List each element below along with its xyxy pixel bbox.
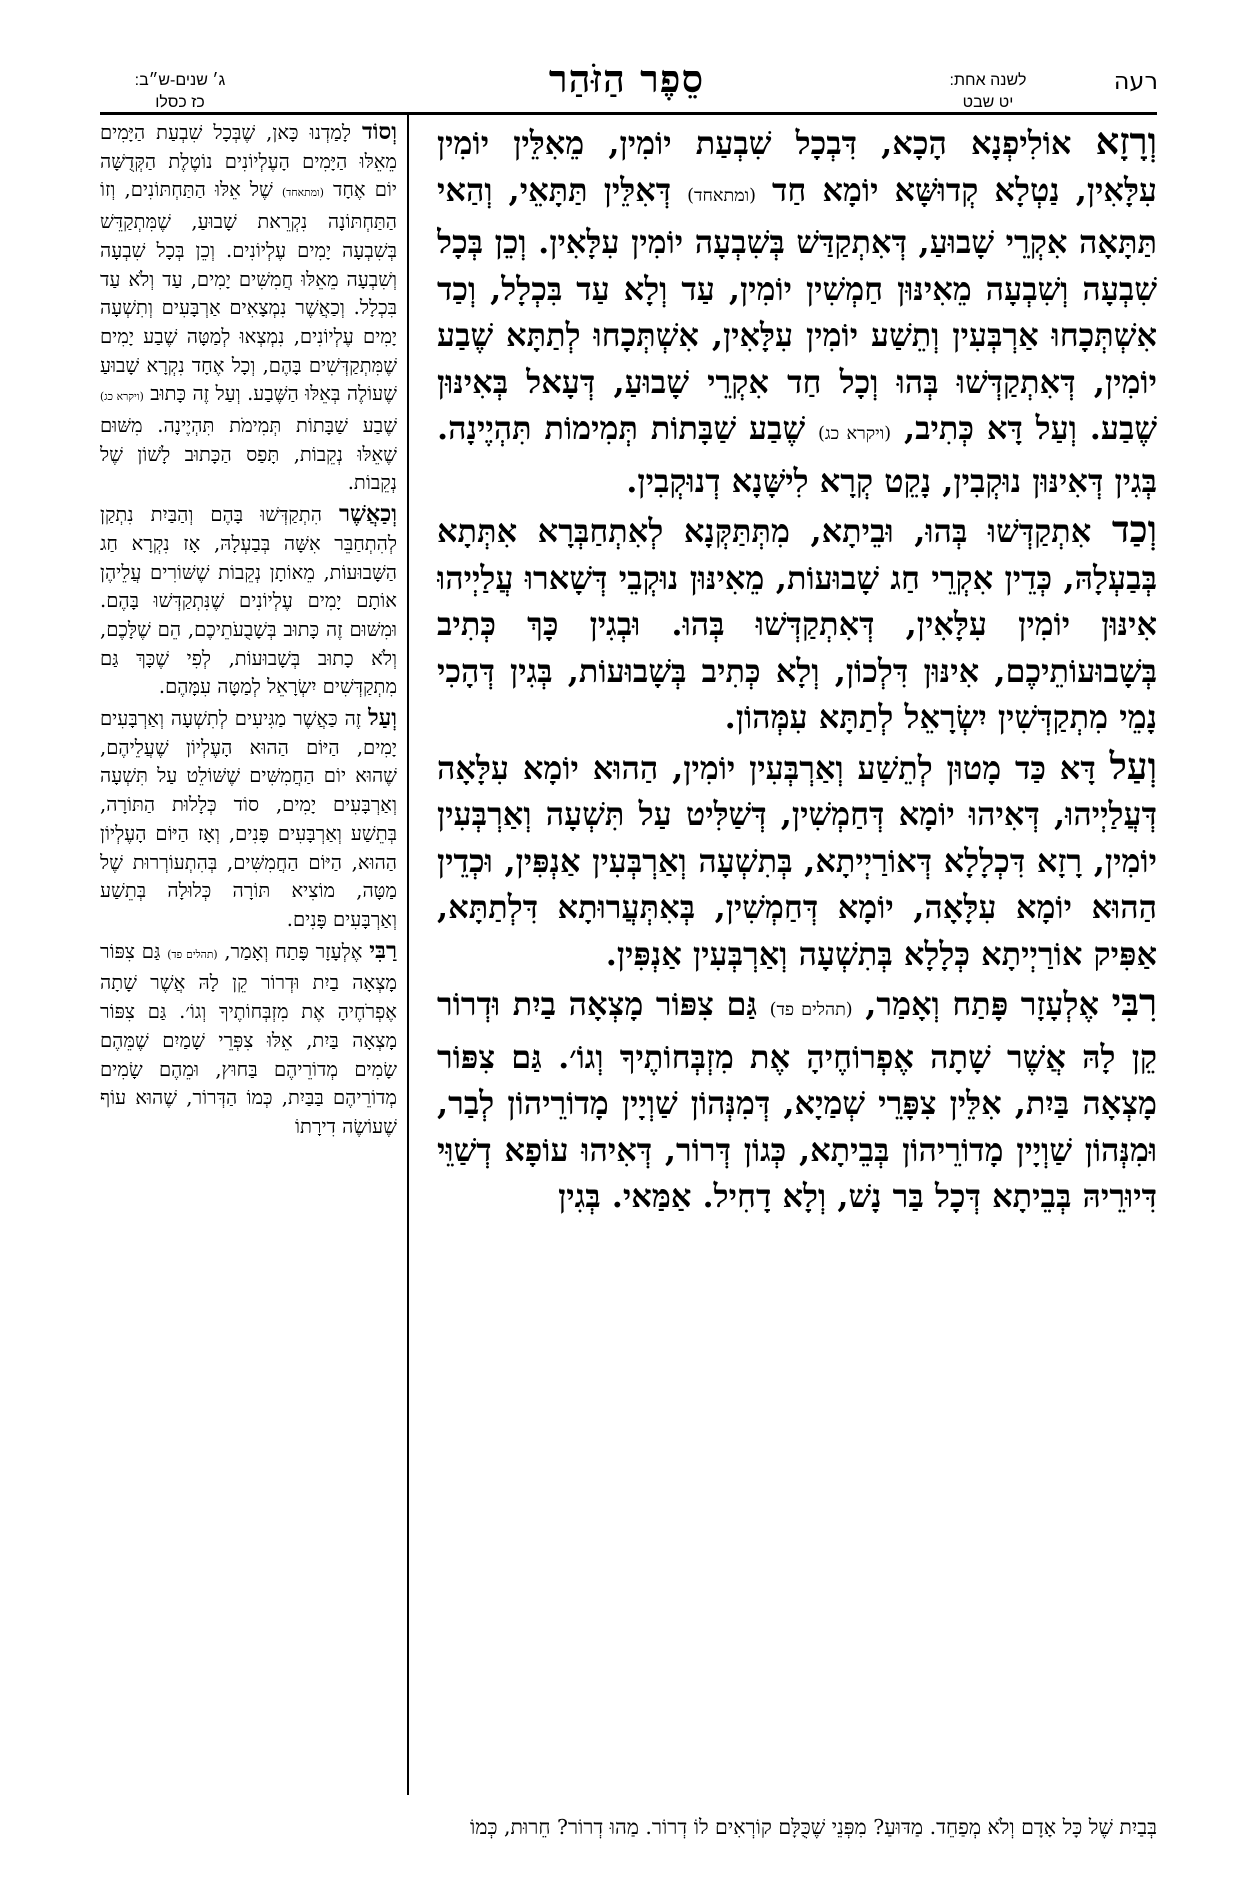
paragraph-text: גַּם צִפּוֹר מָצְאָה בַיִת וּדְרוֹר קֵן לָהּ אֲשֶׁר שָׁתָה אֶפְרוֹחֶיהָ אֶת מִזְבְּחוֹתֶיךָ וְגוֹ׳. גַּם צִפּוֹר מָצְאָה בַּיִת, אִלֵּין צִפָּרֵי שְׁמַיָא, דְּמִנְּהוֹן שַׁוְיָין מָדוֹרֵיהוֹן לְבַר, וּמִנְּהוֹן שַׁוְיָין מָדוֹרֵיהוֹן בְּבֵיתָא, כְּגוֹן דְּרוֹר, דְּאִיהוּ עוֹפָא דְשַׁוֵּי דִּיוּרֵיהּ בְּבֵיתָא דְּכָל בַּר נָשׁ, וְלָא דָחִיל. אַמַּאי. בְּגִין <box>437 985 1157 1215</box>
main-paragraph <box>437 506 1157 741</box>
three-year-date: כז כסלו <box>155 94 205 111</box>
source-citation: (ויקרא כג) <box>817 424 892 444</box>
source-citation: (תהלים פד) <box>167 947 218 961</box>
translation-paragraph <box>100 118 397 498</box>
source-citation: (ומתאחד) <box>281 186 324 200</box>
paragraph-text: גַּם צִפּוֹר מָצְאָה בַיִת וּדְרוֹר קֵן לָהּ אֲשֶׁר שָׁתָה אֶפְרֹחֶיהָ אֶת מִזְבְּחוֹתֶיךָ וְגוֹ׳. גַּם צִפּוֹר מָצְאָה בַּיִת, אֵלּוּ צִפְּרֵי שָׁמַיִם שֶׁמֵּהֶם שָׂמִים מְדוֹרֵיהֶם בַּחוּץ, וּמֵהֶם שָׂמִים מְדוֹרֵיהֶם בַּבַּיִת, כְּמוֹ הַדְּרוֹר, שֶׁהוּא עוֹף שֶׁעוֹשֶׂה דִירָתוֹ <box>100 939 397 1138</box>
header-rule <box>100 112 1157 115</box>
paragraph-text: זֶה כַּאֲשֶׁר מַגִּיעִים לְתִשְׁעָה וְאַרְבָּעִים יָמִים, הַיּוֹם הַהוּא הָעֶלְיוֹן שֶׁעֲלֵיהֶם, שֶׁהוּא יוֹם הַחֲמִשִּׁים שֶׁשּׁוֹלֵט עַל תִּשְׁעָה וְאַרְבָּעִים יָמִים, סוֹד כְּלָלוּת הַתּוֹרָה, בְּתֵשַׁע וְאַרְבָּעִים פָּנִים, וְאָז הַיּוֹם הָעֶלְיוֹן הַהוּא, הַיּוֹם הַחֲמִשִּׁים, בְּהִתְעוֹרְרוּת שֶׁל מַטָּה, מוֹצִיא תּוֹרָה כְּלוּלָה בְּתֵשַׁע וְאַרְבָּעִים פָּנִים. <box>100 707 397 931</box>
one-year-label: לשנה אחת: <box>949 72 1027 89</box>
source-citation: (תהלים פד) <box>769 1000 853 1020</box>
main-paragraph <box>437 743 1157 978</box>
main-paragraph <box>437 118 1157 504</box>
three-year-schedule <box>100 70 260 114</box>
three-year-label: ג׳ שנים-ש״ב: <box>134 72 226 89</box>
paragraph-text: שֶׁל אֵלּוּ הַתַּחְתּוֹנִים, וְזוֹ הַתַּחְתּוֹנָה נִקְרֵאת שָׁבוּעַ, שֶׁמִּתְקַדֵּשׁ בְּשִׁבְעָה יָמִים עֶלְיוֹנִים. וְכֵן בְּכָל שִׁבְעָה וְשִׁבְעָה מֵאֵלּוּ חֲמִשִּׁים יָמִים, עַד וְלֹא עַד בִּכְלָל. וְכַאֲשֶׁר נִמְצָאִים אַרְבָּעִים וְתִשְׁעָה יָמִים עֶלְיוֹנִים, נִמְצְאוּ לְמַטָּה שֶׁבַע יָמִים שֶׁמִּתְקַדְּשִׁים בָּהֶם, וְכָל אֶחָד נִקְרָא שָׁבוּעַ שֶׁעוֹלֶה בְּאֵלּוּ הַשֶּׁבַע. וְעַל זֶה כָּתוּב <box>100 178 397 406</box>
source-citation: (ומתאחד) <box>687 185 756 206</box>
paragraph-text: אוֹלִיפְנָא הָכָא, דִּבְכָל שִׁבְעַת יוֹמִין, מֵאִלֵּין יוֹמִין עִלָּאִין, נַטְלָא קְדוּשָּׁא יוֹמָא חַד <box>437 124 1157 209</box>
paragraph-text: שֶׁבַע שַׁבָּתוֹת תְּמִימֹת תִּהְיֶינָה. מִשּׁוּם שֶׁאֵלּוּ נְקֵבוֹת, תָּפַס הַכָּתוּב לָשׁוֹן שֶׁל נְקֵבוֹת. <box>100 414 397 495</box>
paragraph-text: שֶׁבַע שַׁבָּתוֹת תְּמִימוֹת תִּהְיֶינָה. בְּגִין דְּאִינּוּן נוּקְבִין, נָקֵט קְרָא לִישָּׁנָא דְנוּקְבִין. <box>437 409 1157 500</box>
source-citation: (ויקרא כג) <box>100 390 144 404</box>
translation-paragraph <box>100 500 397 702</box>
translation-column <box>100 118 397 1808</box>
column-divider <box>407 115 409 1795</box>
main-paragraph <box>437 979 1157 1220</box>
one-year-date: יט שבט <box>962 94 1014 111</box>
paragraph-text: לָמַדְנוּ כָּאן, שֶׁבְּכָל שִׁבְעַת הַיָּמִים מֵאֵלּוּ הַיָּמִים הָעֶלְיוֹנִים נוֹטֶלֶת הַקְּדֻשָּׁה יוֹם אֶחָד <box>100 121 397 202</box>
paragraph-lead-word: רִבִּי <box>1111 980 1157 1024</box>
paragraph-lead-word: וְכַד <box>1111 507 1157 551</box>
paragraph-text: דָּא כַּד מָטוּן לְתֵשַׁע וְאַרְבְּעִין יוֹמִין, הַהוּא יוֹמָא עִלָּאָה דְּעֲלַיְיהוּ, דְּאִיהוּ יוֹמָא דְּחַמְשִׁין, דְּשַׁלִּיט עַל תִּשְׁעָה וְאַרְבְּעִין יוֹמִין, רָזָא דִּכְלָלָא דְּאוֹרַיְיתָא, בְּתִשְׁעָה וְאַרְבְּעִין אַנְפִּין, וּכְדֵין הַהוּא יוֹמָא עִלָּאָה, יוֹמָא דְּחַמְשִׁין, בְּאִתְּעֲרוּתָא דִּלְתַתָּא, אַפִּיק אוֹרַיְיתָא כְּלָלָא בְּתִשְׁעָה וְאַרְבְּעִין אַנְפִּין. <box>437 748 1157 973</box>
translation-paragraph <box>100 937 397 1142</box>
paragraph-text: אִתְקַדְּשׁוּ בְּהוּ, וּבֵיתָא, מִתְּתַּקְּנָא לְאִתְחַבְּרָא אִתְּתָא בְּבַעְלָהּ, כְּדֵין אִקְרֵי חַג שָׁבוּעוֹת, מֵאִינּוּן נוּקְבֵי דְּשָׁארוּ עֲלַיְיהוּ אִינּוּן יוֹמִין עִלָּאִין, דְּאִתְקַדְּשׁוּ בְּהוּ. וּבְגִין כָּךְ כְּתִיב בְּשָׁבוּעוֹתֵיכֶם, אִינּוּן דִּלְכוֹן, וְלָא כְּתִיב בְּשָׁבוּעוֹת, בְּגִין דְּהָכִי נָמֵי מִתְקַדְּשִׁין יִשְׂרָאֵל לְתַתָּא עִמְּהוֹן. <box>437 512 1157 736</box>
paragraph-text: אֶלְעָזָר פָּתַח וְאָמַר, <box>224 939 363 963</box>
paragraph-lead-word: וְסוֹד <box>362 119 397 145</box>
paragraph-lead-word: וְעַל <box>1109 743 1157 788</box>
paragraph-lead-word: וְרָזָא <box>1095 119 1157 163</box>
main-text-column <box>437 118 1157 1808</box>
paragraph-lead-word: וְכַאֲשֶׁר <box>339 501 397 528</box>
paragraph-lead-word: וְעַל <box>368 705 397 732</box>
parasha-name: רעה <box>1113 67 1158 95</box>
paragraph-text: דְּאִלֵּין תַּתָּאֵי, וְהַאי תַּתָּאָה אִקְרֵי שָׁבוּעַ, דְּאִתְקַדַּשׁ בְּשִׁבְעָה יוֹמִין עִלָּאִין. וְכֵן בְּכָל שִׁבְעָה וְשִׁבְעָה מֵאִינּוּן חַמְשִׁין יוֹמִין, עַד וְלָא עַד בִּכְלָל, וְכַד אִשְׁתְּכָחוּ אַרְבְּעִין וְתֵשַׁע יוֹמִין עִלָּאִין, אִשְׁתְּכָחוּ לְתַתָּא שֶׁבַע יוֹמִין, דְּאִתְקַדְּשׁוּ בְּהוּ וְכָל חַד אִקְרֵי שָׁבוּעַ, דְּעָאל בְּאִינּוּן שֶׁבַע. וְעַל דָּא כְּתִיב, <box>437 170 1157 447</box>
paragraph-text: הִתְקַדְּשׁוּ בָּהֶם וְהַבַּיִת נִתְקַן לְהִתְחַבֵּר אִשָּׁה בְּבַעְלָהּ, אָז נִקְרָא חַג הַשָּׁבוּעוֹת, מֵאוֹתָן נְקֵבוֹת שֶׁשּׁוֹרִים עֲלֵיהֶן אוֹתָם יָמִים עֶלְיוֹנִים שֶׁנִּתְקַדְּשׁוּ בָּהֶם. וּמִשּׁוּם זֶה כָּתוּב בְּשָׁבֻעֹתֵיכֶם, הֵם שֶׁלָּכֶם, וְלֹא כָתוּב בְּשָׁבוּעוֹת, לְפִי שֶׁכָּךְ גַּם מִתְקַדְּשִׁים יִשְׂרָאֵל לְמַטָּה עִמָּהֶם. <box>100 503 397 699</box>
translation-continuation-line: בְּבַיִת שֶׁל כָּל אָדָם וְלֹא מְפַחֵד. מַדּוּעַ? מִפְּנֵי שֶׁכֻּלָּם קוֹרְאִים לוֹ דְרוֹר. מַהוּ דְרוֹר? חֵרוּת, כְּמוֹ <box>470 1815 1157 1839</box>
paragraph-text: אֶלְעָזָר פָּתַח וְאָמַר, <box>865 985 1100 1023</box>
book-title: סֵפֶר הַזֹּהַר <box>548 56 705 101</box>
translation-paragraph <box>100 704 397 935</box>
paragraph-lead-word: רַבִּי <box>369 937 397 964</box>
